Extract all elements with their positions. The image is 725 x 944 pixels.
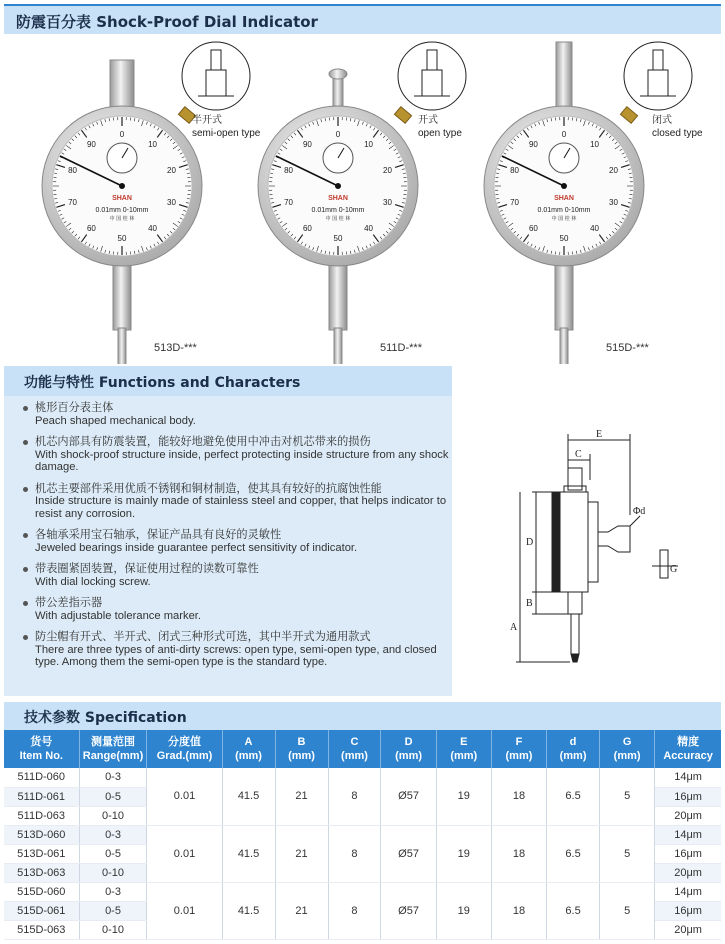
type-label-open (418, 114, 462, 140)
dial-number: 90 (528, 139, 538, 149)
range-cell: 0-5 (79, 901, 147, 920)
function-item (22, 483, 452, 521)
type-en-semi-open: semi-open type (192, 128, 261, 139)
spec-header-cn: G (622, 736, 632, 748)
dial-number: 80 (510, 165, 519, 175)
function-item-en: Peach shaped mechanical body. (35, 414, 196, 427)
spec-header-en: (mm) (450, 750, 478, 762)
accuracy-cell: 14μm (655, 768, 721, 787)
dial-number: 20 (383, 165, 392, 175)
spec-header-cn: 货号 (30, 736, 53, 748)
spec-f-cell: 18 (491, 882, 546, 939)
spec-header-cell (147, 730, 222, 768)
dial-number: 50 (559, 234, 569, 243)
spec-e-cell: 19 (436, 768, 491, 825)
functions-heading-bar (4, 366, 452, 396)
type-en-closed: closed type (652, 128, 703, 139)
dial-number: 0 (119, 130, 125, 139)
accuracy-cell: 20μm (655, 806, 721, 825)
spec-body (4, 768, 721, 939)
spec-a-cell: 41.5 (222, 882, 275, 939)
dim-label-a: A (510, 622, 518, 633)
dial-number: 90 (86, 139, 96, 149)
dial-number: 60 (302, 224, 312, 234)
spec-header-cell (655, 730, 721, 768)
function-item (22, 597, 452, 622)
spec-g-cell: 5 (600, 825, 655, 882)
spec-header-cell (4, 730, 79, 768)
item-no-cell: 515D-060 (4, 882, 79, 901)
function-item-en: Inside structure is mainly made of stainless steel and copper, that helps indicator to resist any corrosion. (35, 495, 447, 520)
dial-number: 70 (510, 198, 519, 208)
item-no-cell: 513D-063 (4, 863, 79, 882)
spec-header-en: (mm) (613, 750, 641, 762)
range-cell: 0-3 (79, 882, 147, 901)
dial-number: 10 (364, 139, 374, 149)
dial-number: 70 (68, 198, 77, 208)
table-row (4, 882, 721, 901)
item-no-cell: 513D-060 (4, 825, 79, 844)
dim-label-d: D (526, 537, 534, 548)
spec-heading: 技术参数 Specification (24, 710, 187, 726)
model-label-511d: 511D-*** (380, 342, 422, 354)
dim-label-g: G (670, 564, 678, 575)
spec-header-en: (mm) (559, 750, 587, 762)
accuracy-cell: 20μm (655, 920, 721, 939)
spec-g-cell: 5 (600, 768, 655, 825)
functions-panel (4, 396, 452, 696)
range-cell: 0-3 (79, 825, 147, 844)
dimension-diagram (500, 420, 700, 680)
spec-header-cn: 测量范围 (91, 736, 136, 748)
dim-label-e: E (596, 429, 603, 440)
dial-number: 30 (167, 198, 176, 208)
spec-header-cell (328, 730, 381, 768)
accuracy-cell: 16μm (655, 901, 721, 920)
dial-number: 10 (590, 139, 600, 149)
model-label-513d: 513D-*** (154, 342, 197, 354)
spec-heading-bar (4, 702, 721, 730)
accuracy-cell: 16μm (655, 787, 721, 806)
dial-number: 20 (609, 165, 618, 175)
function-item (22, 529, 452, 554)
range-cell: 0-3 (79, 768, 147, 787)
spec-grad-cell: 0.01 (147, 825, 222, 882)
spec-a-cell: 41.5 (222, 768, 275, 825)
type-en-open: open type (418, 128, 462, 139)
dial-number: 30 (609, 198, 618, 208)
function-item-cn: 带表圈紧固装置，保证使用过程的读数可靠性 (35, 563, 259, 575)
dial-brand: SHAN (554, 195, 574, 202)
type-cn-semi-open: 半开式 (192, 115, 222, 126)
function-item-cn: 桃形百分表主体 (35, 402, 114, 414)
dial-number: 40 (590, 224, 600, 234)
functions-heading: 功能与特性 Functions and Characters (24, 375, 301, 391)
dim-label-c: C (575, 449, 582, 460)
function-item (22, 563, 452, 588)
table-row (4, 825, 721, 844)
function-item-cn: 防尘帽有开式、半开式、闭式三种形式可选，其中半开式为通用款式 (35, 631, 371, 643)
spec-table (4, 730, 721, 940)
dial-number: 60 (86, 224, 96, 234)
spec-d-cell: 6.5 (547, 768, 600, 825)
spec-b-cell: 21 (275, 882, 328, 939)
spec-header-cell (222, 730, 275, 768)
dial-number: 30 (383, 198, 392, 208)
function-item-en: There are three types of anti-dirty screws: open type, semi-open type, and closed type. Among them the semi-open type is the standard type. (35, 643, 437, 668)
dial-maker: 中 国 桂 林 (325, 216, 351, 222)
spec-e-cell: 19 (436, 825, 491, 882)
page-title: 防震百分表 Shock-Proof Dial Indicator (16, 13, 318, 31)
dial-spec: 0.01mm 0-10mm (95, 207, 149, 214)
spec-header-cn: B (297, 736, 306, 748)
function-item (22, 631, 452, 669)
spec-header-en: (mm) (395, 750, 423, 762)
dial-spec: 0.01mm 0-10mm (311, 207, 365, 214)
range-cell: 0-10 (79, 920, 147, 939)
spec-header-cell (381, 730, 436, 768)
accuracy-cell: 14μm (655, 825, 721, 844)
spec-header-cn: 分度值 (168, 736, 201, 748)
spec-header-cell (79, 730, 147, 768)
dim-label-b: B (526, 598, 533, 609)
spec-d-cell: Ø57 (381, 825, 436, 882)
spec-header-cell (547, 730, 600, 768)
spec-header-cn: A (244, 736, 253, 748)
spec-header-en: Item No. (19, 750, 63, 762)
dial-brand: SHAN (112, 195, 132, 202)
accuracy-cell: 20μm (655, 863, 721, 882)
dial-number: 50 (117, 234, 127, 243)
spec-header-en: (mm) (288, 750, 315, 762)
accuracy-cell: 16μm (655, 844, 721, 863)
function-item-en: With adjustable tolerance marker. (35, 609, 202, 622)
dial-number: 40 (148, 224, 158, 234)
dial-number: 40 (364, 224, 374, 234)
dial-indicator-semi (42, 42, 250, 364)
spec-d-cell: Ø57 (381, 768, 436, 825)
range-cell: 0-5 (79, 787, 147, 806)
spec-d-cell: 6.5 (547, 882, 600, 939)
dial-number: 10 (148, 139, 158, 149)
spec-c-cell: 8 (328, 768, 381, 825)
product-photo-area (4, 36, 721, 364)
dial-brand: SHAN (328, 195, 348, 202)
type-cn-closed: 闭式 (652, 115, 672, 126)
type-label-closed (652, 114, 703, 140)
dial-indicator-open (258, 42, 466, 364)
dial-number: 70 (284, 198, 293, 208)
dial-number: 80 (68, 165, 77, 175)
range-cell: 0-10 (79, 806, 147, 825)
spec-header-en: (mm) (341, 750, 368, 762)
item-no-cell: 511D-063 (4, 806, 79, 825)
dial-number: 50 (333, 234, 343, 243)
accuracy-cell: 14μm (655, 882, 721, 901)
spec-c-cell: 8 (328, 882, 381, 939)
spec-header-row (4, 730, 721, 768)
spec-grad-cell: 0.01 (147, 768, 222, 825)
model-label-515d: 515D-*** (606, 342, 649, 354)
item-no-cell: 513D-061 (4, 844, 79, 863)
spec-header-en: (mm) (505, 750, 533, 762)
function-item-en: With dial locking screw. (35, 575, 151, 588)
spec-b-cell: 21 (275, 768, 328, 825)
spec-header-cell (491, 730, 546, 768)
spec-a-cell: 41.5 (222, 825, 275, 882)
dimension-drawing (500, 420, 700, 680)
function-item (22, 402, 452, 427)
item-no-cell: 511D-060 (4, 768, 79, 787)
spec-header-cell (436, 730, 491, 768)
function-item-cn: 带公差指示器 (35, 597, 103, 609)
function-item-cn: 机芯内部具有防震装置，能较好地避免使用中冲击对机芯带来的损伤 (35, 436, 371, 448)
range-cell: 0-10 (79, 863, 147, 882)
function-item-en: Jeweled bearings inside guarantee perfect sensitivity of indicator. (35, 541, 358, 554)
spec-header-cn: 精度 (677, 736, 700, 748)
spec-f-cell: 18 (491, 825, 546, 882)
spec-c-cell: 8 (328, 825, 381, 882)
spec-header-cell (600, 730, 655, 768)
page-title-bar (4, 4, 721, 34)
dial-number: 60 (528, 224, 538, 234)
dial-maker: 中 国 桂 林 (551, 216, 577, 222)
spec-header-cn: D (404, 736, 413, 748)
dial-number: 20 (167, 165, 176, 175)
type-label-semi-open (192, 114, 260, 140)
spec-header-cn: d (569, 736, 577, 748)
item-no-cell: 515D-061 (4, 901, 79, 920)
range-cell: 0-5 (79, 844, 147, 863)
spec-header-cell (275, 730, 328, 768)
dial-number: 0 (561, 130, 567, 139)
spec-header-en: Range(mm) (82, 750, 144, 762)
function-item (22, 436, 452, 474)
spec-d-cell: Ø57 (381, 882, 436, 939)
item-no-cell: 515D-063 (4, 920, 79, 939)
dial-indicator-closed (484, 42, 692, 364)
spec-f-cell: 18 (491, 768, 546, 825)
function-item-cn: 机芯主要部件采用优质不锈钢和铜材制造，使其具有较好的抗腐蚀性能 (35, 482, 382, 495)
dial-number: 80 (284, 165, 293, 175)
spec-g-cell: 5 (600, 882, 655, 939)
spec-header-cn: C (350, 736, 359, 748)
dial-number: 90 (302, 139, 312, 149)
spec-e-cell: 19 (436, 882, 491, 939)
dim-label-phi-d: Φd (633, 506, 646, 517)
spec-header-cn: E (460, 736, 468, 748)
table-row (4, 768, 721, 787)
function-item-en: With shock-proof structure inside, perfect protecting inside structure from any shock damage. (35, 448, 449, 473)
type-cn-open: 开式 (418, 115, 438, 126)
spec-grad-cell: 0.01 (147, 882, 222, 939)
dial-spec: 0.01mm 0-10mm (537, 207, 591, 214)
spec-b-cell: 21 (275, 825, 328, 882)
spec-d-cell: 6.5 (547, 825, 600, 882)
spec-header-en: (mm) (235, 750, 262, 762)
spec-header-cn: F (515, 736, 523, 748)
functions-list (22, 402, 452, 678)
dial-number: 0 (335, 130, 341, 139)
function-item-cn: 各轴承采用宝石轴承，保证产品具有良好的灵敏性 (35, 529, 282, 541)
spec-header-en: Grad.(mm) (156, 750, 213, 762)
dial-indicator-illustrations (4, 36, 721, 364)
spec-header-en: Accuracy (663, 750, 713, 762)
item-no-cell: 511D-061 (4, 787, 79, 806)
dial-maker: 中 国 桂 林 (109, 216, 135, 222)
